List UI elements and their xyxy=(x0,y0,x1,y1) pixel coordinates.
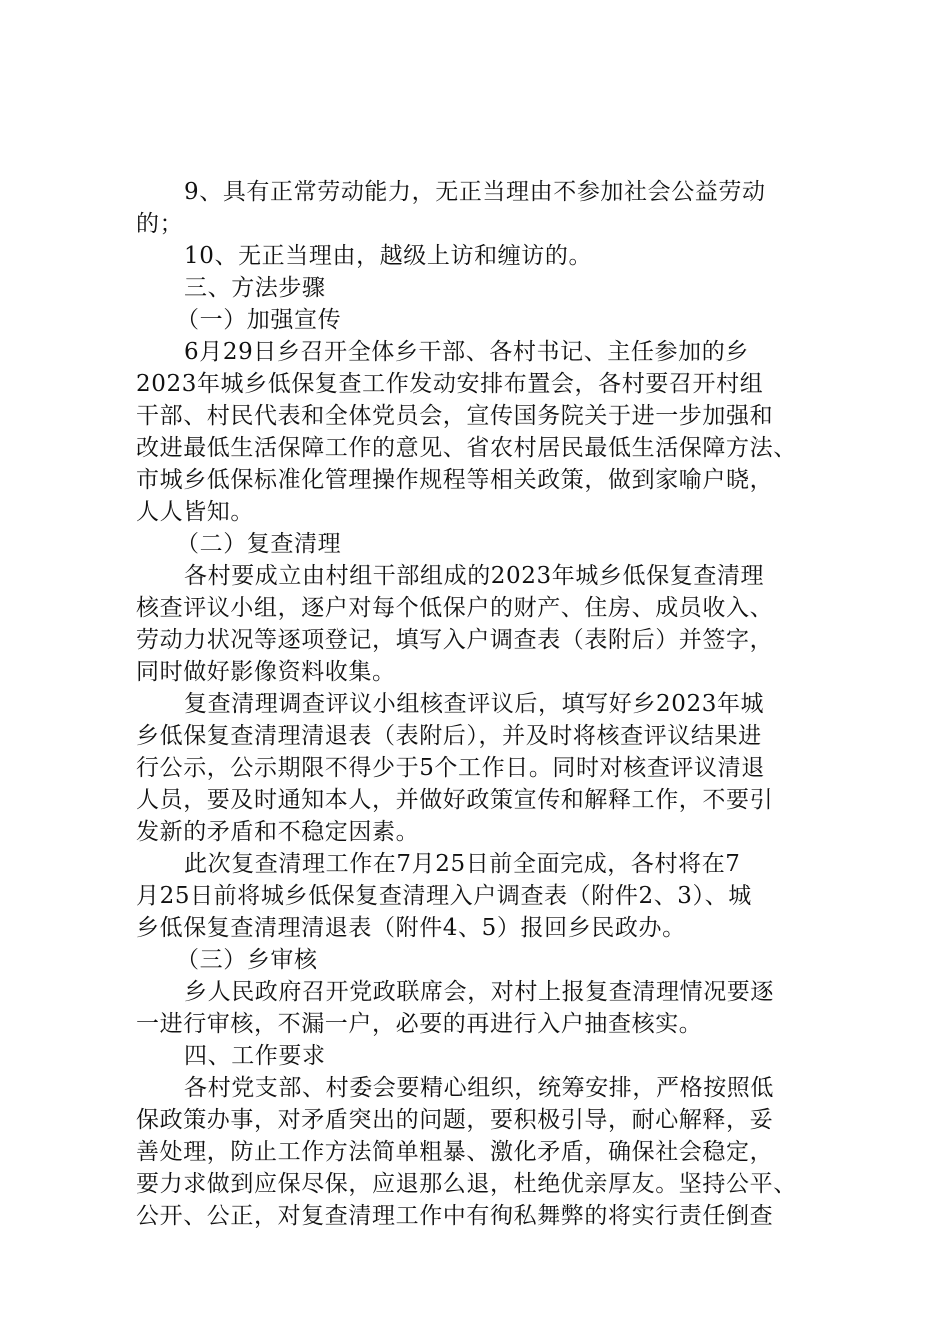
paragraph-audit-line-2: 一进行审核，不漏一户，必要的再进行入户抽查核实。 xyxy=(136,1011,703,1037)
paragraph-evaluation-line-4: 人员，要及时通知本人，并做好政策宣传和解释工作，不要引 xyxy=(136,787,774,813)
paragraph-review-line-1: 各村要成立由村组干部组成的2023年城乡低保复查清理 xyxy=(184,563,765,589)
paragraph-audit-line-1: 乡人民政府召开党政联席会，对村上报复查清理情况要逐 xyxy=(184,979,774,1005)
paragraph-item-10: 10、无正当理由，越级上访和缠访的。 xyxy=(184,243,593,269)
subheading-township-audit: （三）乡审核 xyxy=(176,947,318,973)
subheading-publicity: （一）加强宣传 xyxy=(176,307,342,333)
paragraph-item-9-line-1: 9、具有正常劳动能力，无正当理由不参加社会公益劳动 xyxy=(184,179,766,205)
paragraph-requirements-line-2: 保政策办事，对矛盾突出的问题，要积极引导，耐心解释，妥 xyxy=(136,1107,774,1133)
paragraph-publicity-line-3: 干部、村民代表和全体党员会，宣传国务院关于进一步加强和 xyxy=(136,403,774,429)
paragraph-publicity-line-4: 改进最低生活保障工作的意见、省农村居民最低生活保障方法、 xyxy=(136,435,797,461)
paragraph-requirements-line-5: 公开、公正，对复查清理工作中有徇私舞弊的将实行责任倒查 xyxy=(136,1203,774,1229)
paragraph-deadline-line-3: 乡低保复查清理清退表（附件4、5）报回乡民政办。 xyxy=(136,915,686,941)
paragraph-requirements-line-3: 善处理，防止工作方法简单粗暴、激化矛盾，确保社会稳定， xyxy=(136,1139,774,1165)
paragraph-review-line-4: 同时做好影像资料收集。 xyxy=(136,659,396,685)
paragraph-evaluation-line-1: 复查清理调查评议小组核查评议后，填写好乡2023年城 xyxy=(184,691,765,717)
paragraph-item-9-line-2: 的； xyxy=(136,211,184,237)
paragraph-evaluation-line-3: 行公示，公示期限不得少于5个工作日。同时对核查评议清退 xyxy=(136,755,765,781)
paragraph-publicity-line-2: 2023年城乡低保复查工作发动安排布置会，各村要召开村组 xyxy=(136,371,764,397)
paragraph-requirements-line-4: 要力求做到应保尽保，应退那么退，杜绝优亲厚友。坚持公平、 xyxy=(136,1171,797,1197)
paragraph-evaluation-line-2: 乡低保复查清理清退表（表附后），并及时将核查评议结果进 xyxy=(136,723,762,749)
paragraph-review-line-3: 劳动力状况等逐项登记，填写入户调查表（表附后）并签字， xyxy=(136,627,774,653)
paragraph-deadline-line-2: 月25日前将城乡低保复查清理入户调查表（附件2、3）、城 xyxy=(136,883,752,909)
paragraph-requirements-line-1: 各村党支部、村委会要精心组织，统筹安排，严格按照低 xyxy=(184,1075,774,1101)
section-heading-methods: 三、方法步骤 xyxy=(184,275,326,301)
paragraph-review-line-2: 核查评议小组，逐户对每个低保户的财产、住房、成员收入、 xyxy=(136,595,774,621)
subheading-review: （二）复查清理 xyxy=(176,531,342,557)
paragraph-evaluation-line-5: 发新的矛盾和不稳定因素。 xyxy=(136,819,420,845)
paragraph-deadline-line-1: 此次复查清理工作在7月25日前全面完成，各村将在7 xyxy=(184,851,741,877)
section-heading-requirements: 四、工作要求 xyxy=(184,1043,326,1069)
paragraph-publicity-line-5: 市城乡低保标准化管理操作规程等相关政策，做到家喻户晓， xyxy=(136,467,774,493)
paragraph-publicity-line-1: 6月29日乡召开全体乡干部、各村书记、主任参加的乡 xyxy=(184,339,749,365)
paragraph-publicity-line-6: 人人皆知。 xyxy=(136,499,254,525)
